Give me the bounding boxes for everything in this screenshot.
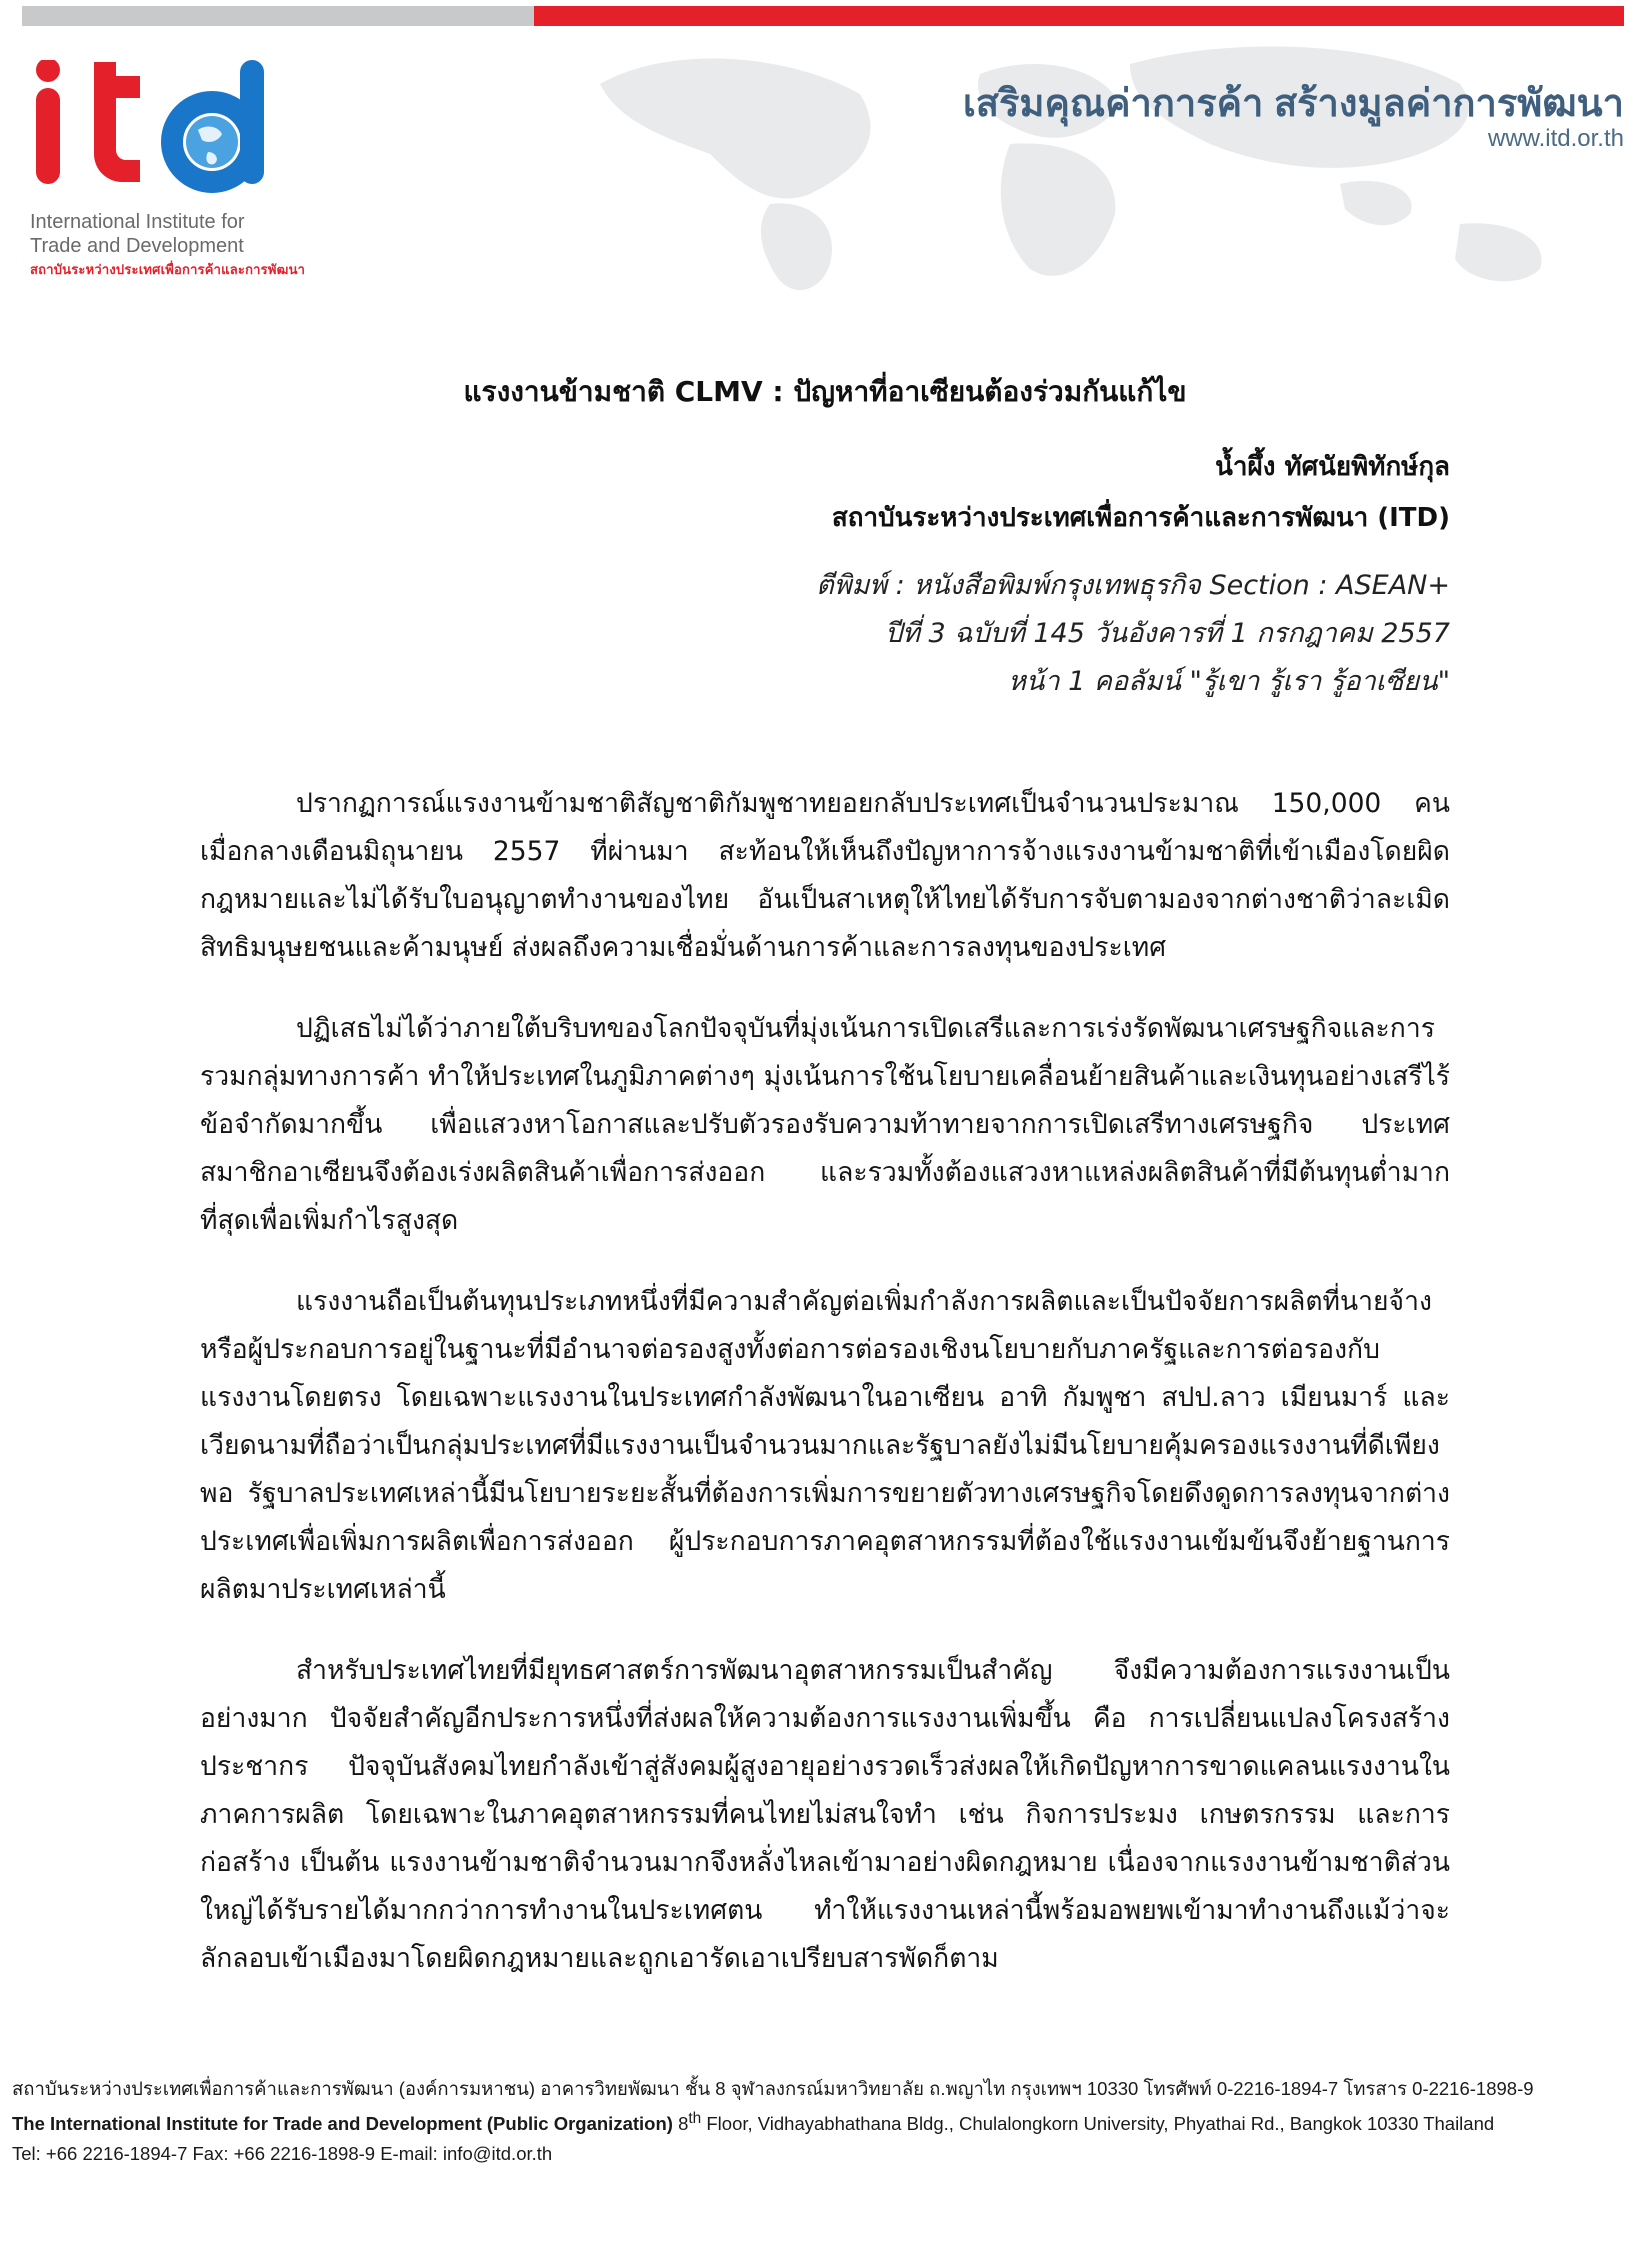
article-title: แรงงานข้ามชาติ CLMV : ปัญหาที่อาเซียนต้องร่วมกันแก้ไข (463, 375, 1187, 408)
footer-phone-email: Tel: +66 2216-1894-7 Fax: +66 2216-1898-9 E-mail: info@itd.or.th (12, 2143, 553, 2165)
footer-address-thai: สถาบันระหว่างประเทศเพื่อการค้าและการพัฒนา (องค์การมหาชน) อาคารวิทยพัฒนา ชั้น 8 จุฬาลงกรณ์มหาวิทยาลัย ถ.พญาไท กรุงเทพฯ 10330 โทรศัพท์ 0-2216-1894-7 โทรสาร 0-2216-1898-9 (12, 2078, 1534, 2099)
article-author: น้ำผึ้ง ทัศนัยพิทักษ์กุล (1215, 452, 1450, 482)
header-color-bar (22, 6, 1624, 26)
logo-org-name (30, 210, 245, 258)
logo-org-name-line2: Trade and Development (30, 235, 244, 257)
article-paragraph-3: แรงงานถือเป็นต้นทุนประเภทหนึ่งที่มีความสำคัญต่อเพิ่มกำลังการผลิตและเป็นปัจจัยการผลิตที่นายจ้างหรือผู้ประกอบการอยู่ในฐานะที่มีอำนาจต่อรองสูงทั้งต่อการต่อรองเชิงนโยบายกับภาครัฐและการต่อรองกับแรงงานโดยตรง โดยเฉพาะแรงงานในประเทศกำลังพัฒนาในอาเซียน อาทิ กัมพูชา สปป.ลาว เมียนมาร์ และเวียดนามที่ถือว่าเป็นกลุ่มประเทศที่มีแรงงานเป็นจำนวนมากและรัฐบาลยังไม่มีนโยบายคุ้มครองแรงงานที่ดีเพียงพอ รัฐบาลประเทศเหล่านี้มีนโยบายระยะสั้นที่ต้องการเพิ่มการขยายตัวทางเศรษฐกิจโดยดึงดูดการลงทุนจากต่างประเทศเพื่อเพิ่มการผลิตเพื่อการส่งออก ผู้ประกอบการภาคอุตสาหกรรมที่ต้องใช้แรงงานเข้มข้นจึงย้ายฐานการผลิตมาประเทศเหล่านี้ (200, 1286, 1450, 1605)
publication-info-line2: ปีที่ 3 ฉบับที่ 145 วันอังคารที่ 1 กรกฎาคม 2557 (885, 618, 1450, 649)
footer-org-name: The International Institute for Trade and Development (Public Organization) (12, 2113, 673, 2135)
logo-org-name-line1: International Institute for (30, 211, 245, 233)
article-paragraph-2: ปฏิเสธไม่ได้ว่าภายใต้บริบทของโลกปัจจุบันที่มุ่งเน้นการเปิดเสรีและการเร่งรัดพัฒนาเศรษฐกิจและการรวมกลุ่มทางการค้า ทำให้ประเทศในภูมิภาคต่างๆ มุ่งเน้นการใช้นโยบายเคลื่อนย้ายสินค้าและเงินทุนอย่างเสรีไร้ข้อจำกัดมากขึ้น เพื่อแสวงหาโอกาสและปรับตัวรองรับความท้าทายจากการเปิดเสรีทางเศรษฐกิจ ประเทศสมาชิกอาเซียนจึงต้องเร่งผลิตสินค้าเพื่อการส่งออก และรวมทั้งต้องแสวงหาแหล่งผลิตสินค้าที่มีต้นทุนต่ำมากที่สุดเพื่อเพิ่มกำไรสูงสุด (200, 1013, 1450, 1236)
header-bar-gray (22, 6, 534, 26)
header-bar-red (534, 6, 1624, 26)
footer-floor-suffix: th (688, 2110, 702, 2127)
footer-address-rest: Floor, Vidhayabhathana Bldg., Chulalongkorn University, Phyathai Rd., Bangkok 10330 Thailand (706, 2113, 1495, 2135)
publication-info-line3: หน้า 1 คอลัมน์ "รู้เขา รู้เรา รู้อาเซียน" (1008, 666, 1450, 697)
footer-contact (12, 2074, 1534, 2169)
footer-floor-number: 8 (678, 2113, 689, 2135)
logo-org-name-thai: สถาบันระหว่างประเทศเพื่อการค้าและการพัฒนา (30, 262, 306, 277)
article-affiliation: สถาบันระหว่างประเทศเพื่อการค้าและการพัฒนา (ITD) (831, 503, 1450, 533)
header-slogan: เสริมคุณค่าการค้า สร้างมูลค่าการพัฒนา (962, 83, 1624, 125)
article-paragraph-1: ปรากฏการณ์แรงงานข้ามชาติสัญชาติกัมพูชาทยอยกลับประเทศเป็นจำนวนประมาณ 150,000 คน เมื่อกลางเดือนมิถุนายน 2557 ที่ผ่านมา สะท้อนให้เห็นถึงปัญหาการจ้างแรงงานข้ามชาติที่เข้าเมืองโดยผิดกฎหมายและไม่ได้รับใบอนุญาตทำงานของไทย อันเป็นสาเหตุให้ไทยได้รับการจับตามองจากต่างชาติว่าละเมิดสิทธิมนุษยชนและค้ามนุษย์ ส่งผลถึงความเชื่อมั่นด้านการค้าและการลงทุนของประเทศ (200, 788, 1450, 963)
publication-info-line1: ตีพิมพ์ : หนังสือพิมพ์กรุงเทพธุรกิจ Section : ASEAN+ (816, 570, 1450, 601)
article-body (200, 780, 1450, 2016)
article-paragraph-4: สำหรับประเทศไทยที่มียุทธศาสตร์การพัฒนาอุตสาหกรรมเป็นสำคัญ จึงมีความต้องการแรงงานเป็นอย่างมาก ปัจจัยสำคัญอีกประการหนึ่งที่ส่งผลให้ความต้องการแรงงานเพิ่มขึ้น คือ การเปลี่ยนแปลงโครงสร้างประชากร ปัจจุบันสังคมไทยกำลังเข้าสู่สังคมผู้สูงอายุอย่างรวดเร็วส่งผลให้เกิดปัญหาการขาดแคลนแรงงานในภาคการผลิต โดยเฉพาะในภาคอุตสาหกรรมที่คนไทยไม่สนใจทำ เช่น กิจการประมง เกษตรกรรม และการก่อสร้าง เป็นต้น แรงงานข้ามชาติจำนวนมากจึงหลั่งไหลเข้ามาอย่างผิดกฎหมาย เนื่องจากแรงงานข้ามชาติส่วนใหญ่ได้รับรายได้มากกว่าการทำงานในประเทศตน ทำให้แรงงานเหล่านี้พร้อมอพยพเข้ามาทำงานถึงแม้ว่าจะลักลอบเข้าเมืองมาโดยผิดกฎหมายและถูกเอารัดเอาเปรียบสารพัดก็ตาม (200, 1655, 1450, 1974)
footer-address-english (12, 2104, 1534, 2139)
world-map-background (560, 24, 1640, 299)
header-website: www.itd.or.th (1487, 125, 1624, 152)
